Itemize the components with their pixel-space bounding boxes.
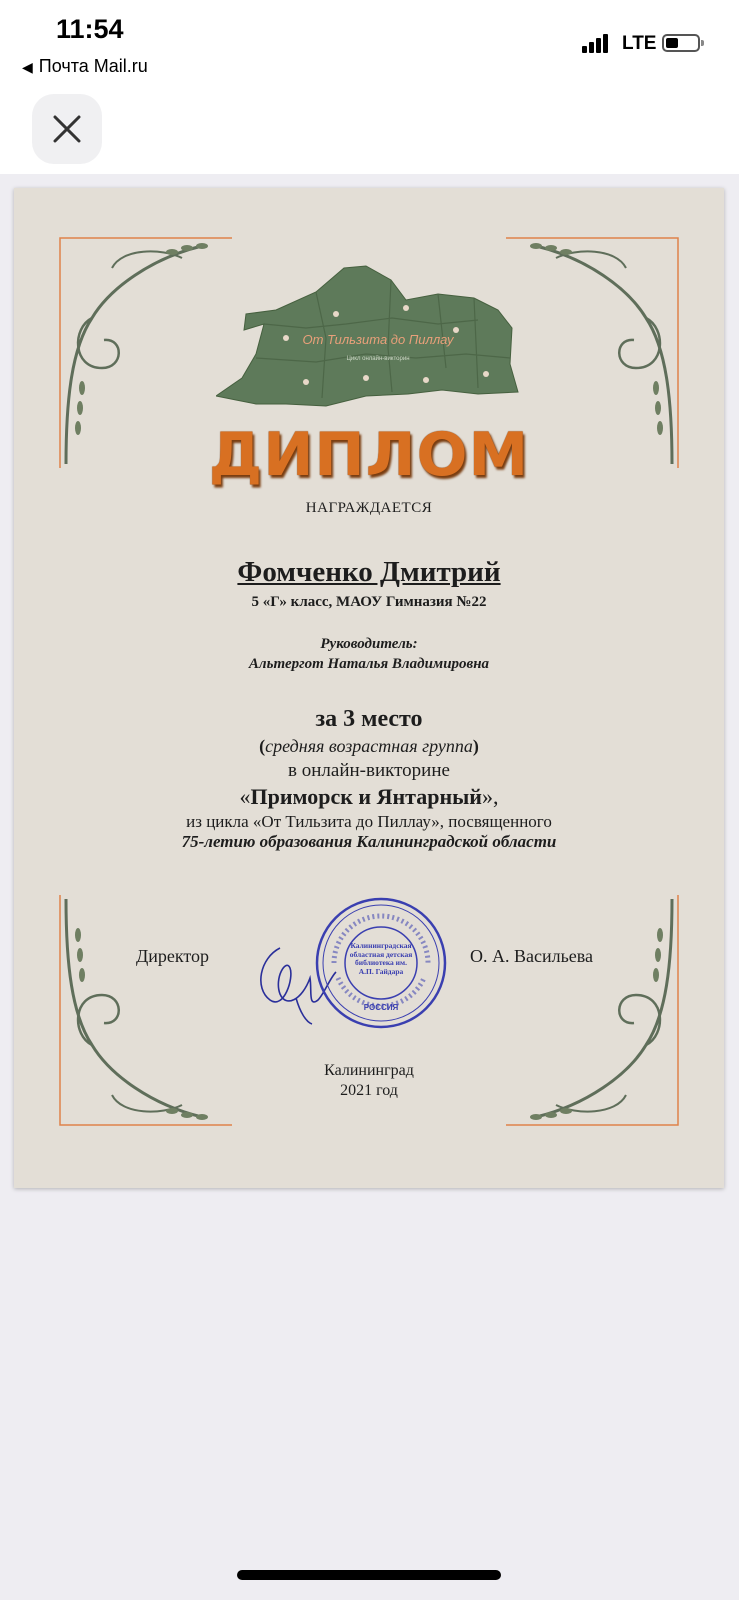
network-type: LTE bbox=[622, 33, 657, 54]
seal-bottom-text: РОССИЯ bbox=[363, 1003, 399, 1012]
supervisor-label: Руководитель: bbox=[320, 636, 418, 652]
back-to-app-link[interactable] bbox=[22, 56, 148, 77]
class-line: 5 «Г» класс, МАОУ Гимназия №22 bbox=[251, 594, 487, 610]
close-icon bbox=[52, 114, 82, 144]
status-bar bbox=[0, 0, 739, 88]
year: 2021 год bbox=[340, 1082, 398, 1099]
map-subcaption: Цикл онлайн-викторин bbox=[346, 356, 410, 362]
awarded-label: НАГРАЖДАЕТСЯ bbox=[305, 500, 433, 516]
director-name: О. А. Васильева bbox=[470, 946, 594, 966]
supervisor-name: Альтергот Наталья Владимировна bbox=[248, 656, 490, 672]
quiz-name-line: «Приморск и Янтарный», bbox=[239, 784, 499, 809]
cellular-signal-icon bbox=[582, 34, 610, 53]
home-indicator[interactable] bbox=[237, 1570, 501, 1580]
region-map-icon bbox=[216, 258, 526, 418]
place-award: за 3 место bbox=[315, 706, 423, 732]
age-group: (средняя возрастная группа) bbox=[259, 736, 479, 756]
status-time: 11:54 bbox=[56, 14, 124, 44]
back-triangle-icon: ◀ bbox=[22, 59, 33, 75]
age-group-text: средняя возрастная группа bbox=[265, 736, 473, 756]
quiz-label: в онлайн-викторине bbox=[288, 760, 450, 781]
viewer-header bbox=[0, 88, 739, 174]
director-label: Директор bbox=[136, 946, 210, 966]
recipient-name: Фомченко Дмитрий bbox=[237, 556, 501, 588]
close-button[interactable] bbox=[32, 94, 102, 164]
map-caption: От Тильзита до Пиллау bbox=[302, 332, 454, 347]
quiz-name: Приморск и Янтарный bbox=[250, 784, 482, 809]
city: Калининград bbox=[324, 1062, 414, 1079]
diploma-title: ДИПЛОМ bbox=[208, 420, 530, 490]
official-seal-icon bbox=[314, 896, 448, 1030]
cycle-line: из цикла «От Тильзита до Пиллау», посвященного bbox=[186, 812, 552, 831]
back-app-label: Почта Mail.ru bbox=[38, 56, 148, 76]
battery-icon bbox=[662, 34, 700, 52]
anniversary-line: 75-летию образования Калининградской области bbox=[181, 832, 557, 851]
diploma-document bbox=[14, 188, 724, 1188]
seal-text: Калининградская областная детская библиотека им. А.П. Гайдара bbox=[349, 942, 413, 976]
